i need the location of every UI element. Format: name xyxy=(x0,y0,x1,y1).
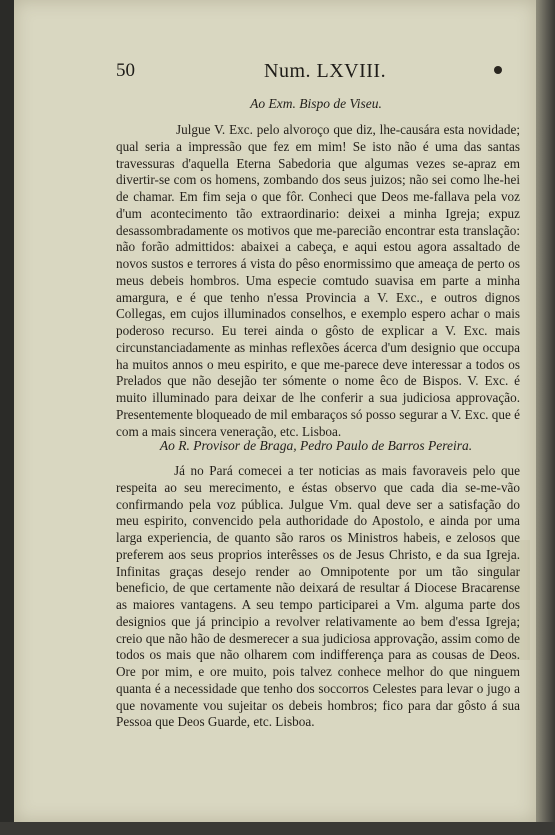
running-head: Num. LXVIII. xyxy=(264,60,387,82)
page-edge xyxy=(536,0,555,835)
letter-heading: Ao Exm. Bispo de Viseu. xyxy=(250,96,382,111)
letter-heading: Ao R. Provisor de Braga, Pedro Paulo de Barros Pereira. xyxy=(159,438,473,453)
page-number: 50 xyxy=(116,60,135,81)
letter-body: Já no Pará comecei a ter noticias as mais favoraveis pelo que respeita ao seu merecimento, e éstas observo que cada dia se-me-vão confirmando pela voz pública. Julgue Vm. qual deve ser a satisfação do meu espirito, convencido pela authoridade do Apostolo, e ainda por uma larga experiencia, de quanto são raros os Ministros habeis, e zelosos que preferem aos seus proprios interêsses os de Jesus Christo, e da sua Igreja. Infinitas graças desejo render ao Omnipotente por um tão singular beneficio, de que certamente não deixará de resultar á Diocese Bracarense as maiores vantagens. A seu tempo participarei a Vm. alguma parte dos designios que já principio a revolver relativamente ao bem d'essa Igreja; creio que não hão de desmerecer a sua judiciosa approvação, assim como de todos os mais que não olharem com indifferença para as cousas de Deos. Ore por mim, e ore muito, pois talvez conhece melhor do que ninguem quanta é a necessidade que tenho dos soccorros Celestes para levar o jugo a que novamente vou sujeitar os debeis hombros; fico para dar gôsto á sua Pessoa que Deos Guarde, etc. Lisboa. xyxy=(116,463,520,730)
page-header xyxy=(116,60,516,86)
scan-border xyxy=(0,822,555,835)
ornament-dot xyxy=(494,66,502,74)
letter-body: Julgue V. Exc. pelo alvoroço que diz, lhe-causára esta novidade; qual seria a impressão que fez em mim! Se isto não é uma das santas travessuras d'aquella Eterna Sabedoria que algumas vezes se-apraz em divertir-se com os homens, zombando dos seus juizos; não sei como lhe-hei de chamar. Em fim seja o que fôr. Conheci que Deos me-fallava pela voz d'um acontecimento tão extraordinario: deixei a minha Igreja; expuz desassombradamente os motivos que me-parecião encontrar esta translação: não forão admittidos: abaixei a cabeça, e aqui estou agora assaltado de novos sustos e terrores á vista do pêso enormissimo que ameaça de perto os meus debeis hombros. Uma especie comtudo suavisa em parte a minha amargura, e é que tenho n'essa Provincia a V. Exc., e outros dignos Collegas, em cujos illuminados conselhos, e exemplo espero achar o mais poderoso recurso. Eu terei ainda o gôsto de explicar a V. Exc. mais circunstanciadamente as minhas reflexões ácerca d'um designio que occupa ha muitos annos o meu espirito, e que me-parece deve interessar a todos os Prelados que não desejão ter sómente o nome êco de Bispos. V. Exc. é muito illuminado para deixar de lhe conferir a sua judiciosa approvação. Presentemente bloqueado de mil embaraços só posso segurar a V. Exc. que é com a mais sincera veneração, etc. Lisboa. xyxy=(116,122,520,439)
